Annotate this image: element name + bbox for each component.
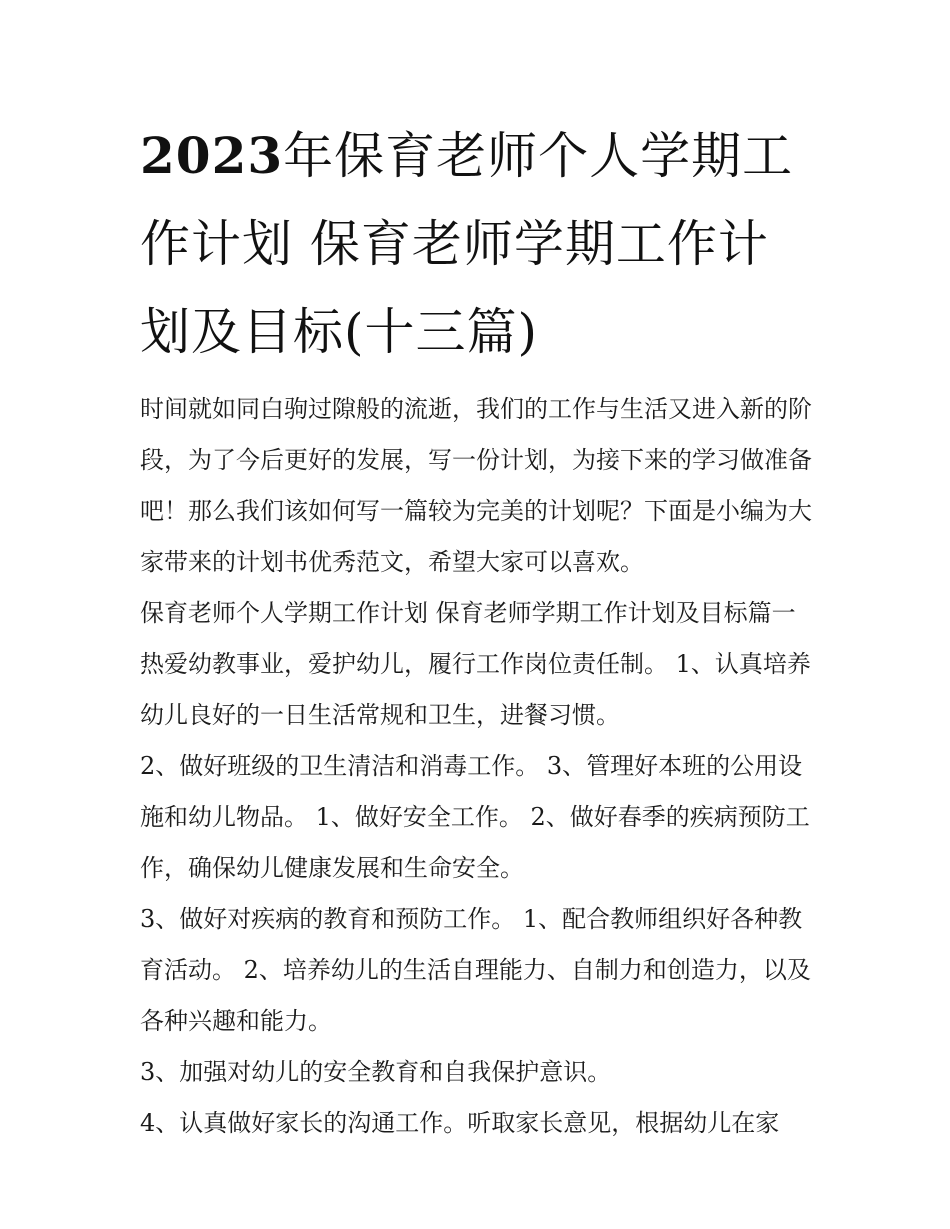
document-title <box>140 112 815 376</box>
paragraph-section-one: 保育老师个人学期工作计划 保育老师学期工作计划及目标篇一 热爱幼教事业，爱护幼儿，履行工作岗位责任制。 1、认真培养幼儿良好的一日生活常规和卫生，进餐习惯。 <box>140 599 811 729</box>
paragraph-disease-prevention: 3、做好对疾病的教育和预防工作。 1、配合教师组织好各种教育活动。 2、培养幼儿的生活自理能力、自制力和创造力，以及各种兴趣和能力。 <box>140 905 811 1035</box>
document-body <box>140 384 815 1149</box>
paragraph-hygiene: 2、做好班级的卫生清洁和消毒工作。 3、管理好本班的公用设施和幼儿物品。 1、做好安全工作。 2、做好春季的疾病预防工作，确保幼儿健康发展和生命安全。 <box>140 752 810 882</box>
paragraph-safety-education: 3、加强对幼儿的安全教育和自我保护意识。 <box>140 1058 612 1086</box>
paragraph-parent-communication: 4、认真做好家长的沟通工作。听取家长意见，根据幼儿在家 <box>140 1109 780 1137</box>
title-year: 2023 <box>140 126 284 185</box>
document-content <box>140 112 815 1149</box>
paragraph-intro: 时间就如同白驹过隙般的流逝，我们的工作与生活又进入新的阶段，为了今后更好的发展，写一份计划，为接下来的学习做准备吧！那么我们该如何写一篇较为完美的计划呢？下面是小编为大家带来的计划书优秀范文，希望大家可以喜欢。 <box>140 395 812 576</box>
title-text: 年保育老师个人学期工作计划 保育老师学期工作计划及目标(十三篇) <box>140 127 794 361</box>
